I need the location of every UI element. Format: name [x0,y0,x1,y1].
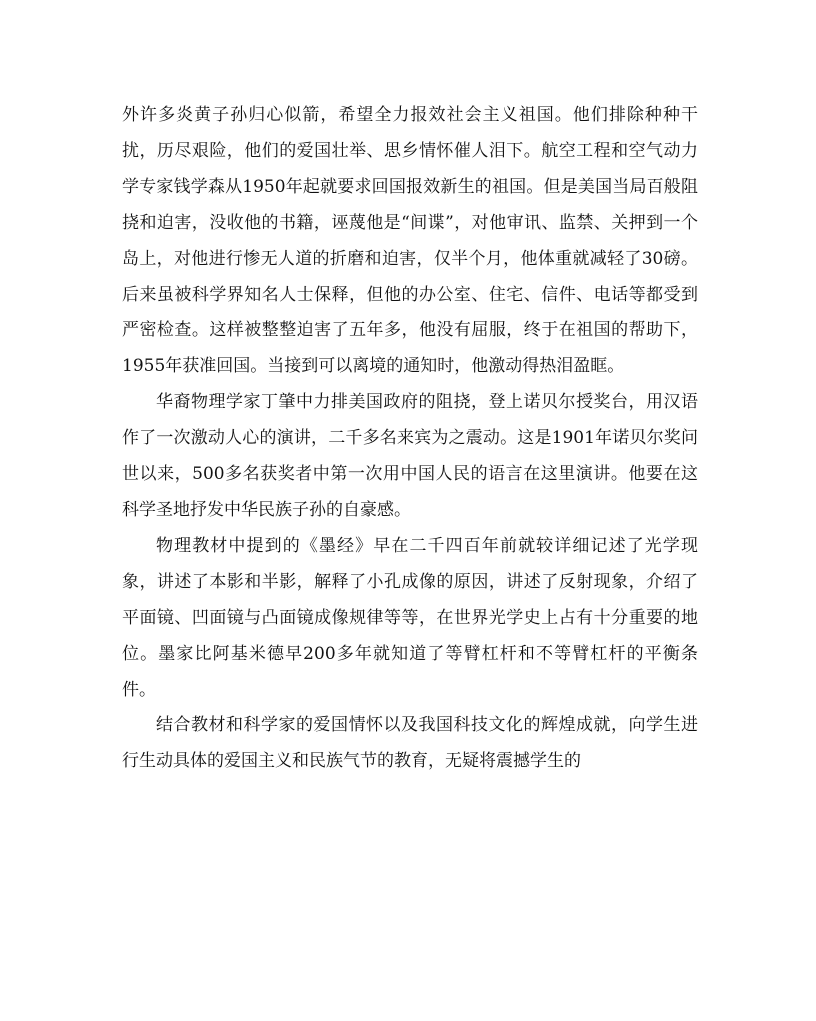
paragraph-mojing: 物理教材中提到的《墨经》早在二千四百年前就较详细记述了光学现象，讲述了本影和半影，解释了小孔成像的原因，讲述了反射现象，介绍了平面镜、凹面镜与凸面镜成像规律等等，在世界光学史上占有十分重要的地位。墨家比阿基米德早200多年就知道了等臂杠杆和不等臂杠杆的平衡条件。 [122,535,698,700]
paragraph-continuation: 外许多炎黄子孙归心似箭，希望全力报效社会主义祖国。他们排除种种干扰，历尽艰险，他们的爱国壮举、思乡情怀催人泪下。航空工程和空气动力学专家钱学森从1950年起就要求回国报效新生的祖国。但是美国当局百般阻挠和迫害，没收他的书籍，诬蔑他是“间谍”，对他审讯、监禁、关押到一个岛上，对他进行惨无人道的折磨和迫害，仅半个月，他体重就减轻了30磅。后来虽被科学界知名人士保释，但他的办公室、住宅、信件、电话等都受到严密检查。这样被整整迫害了五年多，他没有屈服，终于在祖国的帮助下，1955年获准回国。当接到可以离境的通知时，他激动得热泪盈眶。 [122,105,698,377]
paragraph-ding-zhaozhong: 华裔物理学家丁肇中力排美国政府的阻挠，登上诺贝尔授奖台，用汉语作了一次激动人心的演讲，二千多名来宾为之震动。这是1901年诺贝尔奖问世以来，500多名获奖者中第一次用中国人民的语言在这里演讲。他要在这科学圣地抒发中华民族子孙的自豪感。 [122,392,698,520]
paragraph-conclusion: 结合教材和科学家的爱国情怀以及我国科技文化的辉煌成就，向学生进行生动具体的爱国主义和民族气节的教育，无疑将震撼学生的 [122,715,698,772]
body-text [122,98,698,780]
